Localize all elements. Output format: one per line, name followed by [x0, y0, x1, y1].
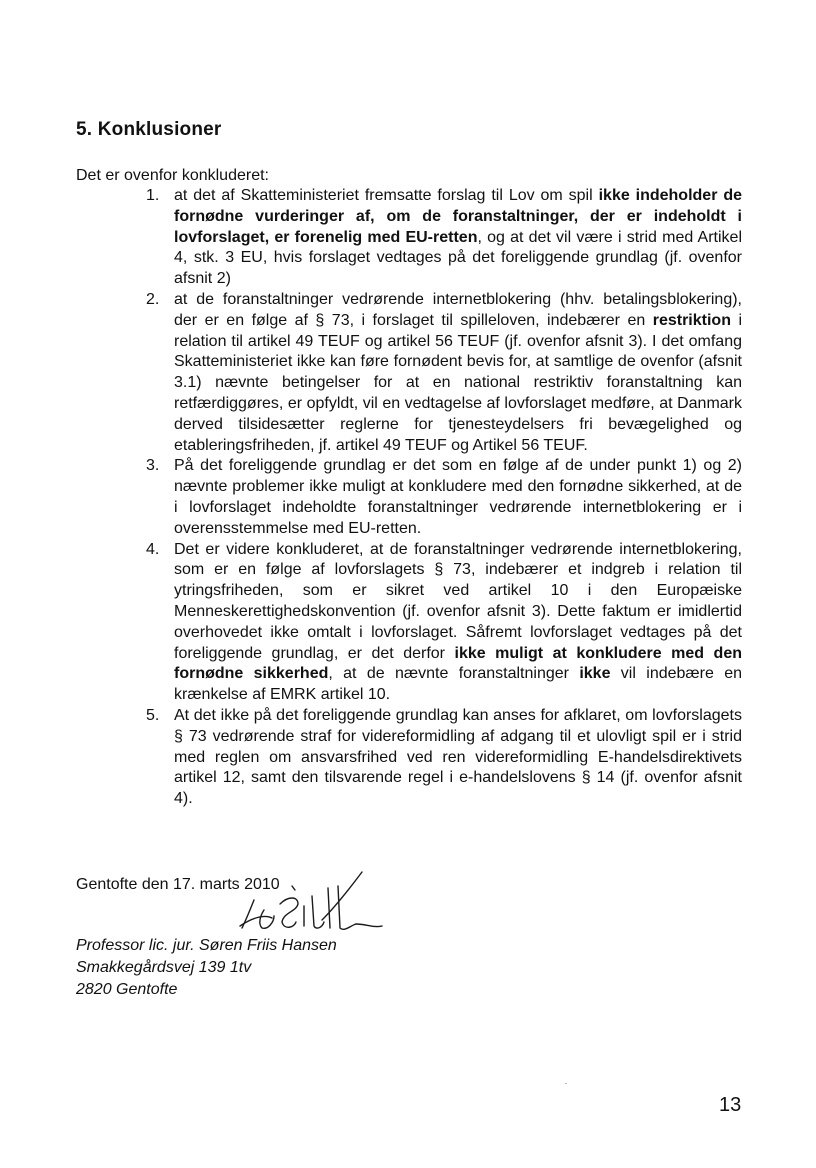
- conclusion-item: [146, 706, 742, 810]
- signoff-line: Gentofte den 17. marts 2010: [76, 876, 280, 893]
- emphasized-text: restriktion: [652, 311, 731, 329]
- author-name: Professor lic. jur. Søren Friis Hansen: [76, 937, 337, 954]
- conclusion-text: , at de nævnte foranstaltninger: [328, 665, 580, 683]
- intro-text: Det er ovenfor konkluderet:: [76, 167, 269, 184]
- conclusion-text: at det af Skatteministeriet fremsatte forslag til Lov om spil: [174, 187, 599, 204]
- conclusion-number: 5.: [146, 706, 160, 724]
- emphasized-text: ikke indeholder de fornødne vurderinger af, om de foranstaltninger, der er indeholdt i lovforslaget, er forenelig med EU-retten: [174, 187, 743, 246]
- page-number: 13: [719, 1094, 742, 1116]
- conclusion-text: Det er videre konkluderet, at de foranstaltninger vedrørende internetblokering, som er en følge af lovforslagets § 73, indebærer et indgreb i relation til ytringsfriheden, som er sikret ved artikel 10 i den Europæiske Menneskerettighedskonvention (jf. ovenfor afsnit 3). Dette faktum er imidlertid overhovedet ikke omtalt i lovforslaget. Såfremt lovforslaget vedtages på det foreliggende grundlag, er det derfor: [174, 540, 742, 662]
- conclusion-number: 2.: [146, 290, 160, 308]
- conclusion-item: [146, 186, 743, 290]
- section-heading: 5. Konklusioner: [76, 119, 222, 140]
- conclusion-item: [146, 456, 742, 539]
- conclusion-text: at de foranstaltninger vedrørende internetblokering (hhv. betalingsblokering), der er en følge af § 73, i forslaget til spilleloven, indebærer en: [174, 290, 742, 329]
- conclusion-number: 3.: [146, 457, 160, 475]
- author-street: Smakkegårdsvej 139 1tv: [76, 959, 252, 976]
- conclusion-text: At det ikke på det foreliggende grundlag kan anses for afklaret, om lovforslagets § 73 vedrørende straf for videreformidling af adgang til et ulovligt spil er i strid med reglen om ansvarsfrihed ved ren videreformidling E-handelsdirektivets artikel 12, samt den tilsvarende regel i e-handelslovens § 14 (jf. ovenfor afsnit 4).: [174, 706, 742, 808]
- author-block: [76, 935, 337, 1001]
- conclusion-item: [146, 540, 743, 706]
- emphasized-text: ikke: [579, 665, 611, 683]
- emphasized-text: ikke muligt at konkludere med den fornødne sikkerhed: [174, 644, 743, 683]
- conclusion-text: , og at det vil være i strid med Artikel 4, stk. 3 EU, hvis forslaget vedtages på det foreliggende grundlag (jf. ovenfor afsnit 2): [174, 228, 742, 288]
- scan-speck: [565, 1083, 567, 1084]
- author-city: 2820 Gentofte: [76, 981, 178, 998]
- conclusion-text: På det foreliggende grundlag er det som en følge af de under punkt 1) og 2) nævnte problemer ikke muligt at konkludere med den fornødne sikkerhed, at de i lovforslaget indeholdte foranstaltninger vedrørende internetblokering er i overensstemmelse med EU-retten.: [174, 457, 742, 537]
- conclusion-number: 1.: [146, 187, 160, 204]
- handwritten-signature-icon: [232, 866, 392, 944]
- conclusion-text: i relation til artikel 49 TEUF og artikel 56 TEUF (jf. ovenfor afsnit 3). I det omfang Skatteministeriet ikke kan føre fornødent bevis for, at samtlige de ovenfor (afsnit 3.1) nævnte betingelser for at en national restriktiv foranstaltning kan retfærdiggøres, er opfyldt, vil en vedtagelse af lovforslaget medføre, at Danmark derved tilsidesætter reglerne for tjenesteydelsers fri bevægelighed og etableringsfriheden, jf. artikel 49 TEUF og Artikel 56 TEUF.: [174, 311, 742, 454]
- conclusion-list: [146, 186, 743, 810]
- conclusion-text: vil indebære en krænkelse af EMRK artikel 10.: [174, 665, 743, 704]
- conclusion-number: 4.: [146, 540, 160, 558]
- conclusion-item: [146, 290, 742, 456]
